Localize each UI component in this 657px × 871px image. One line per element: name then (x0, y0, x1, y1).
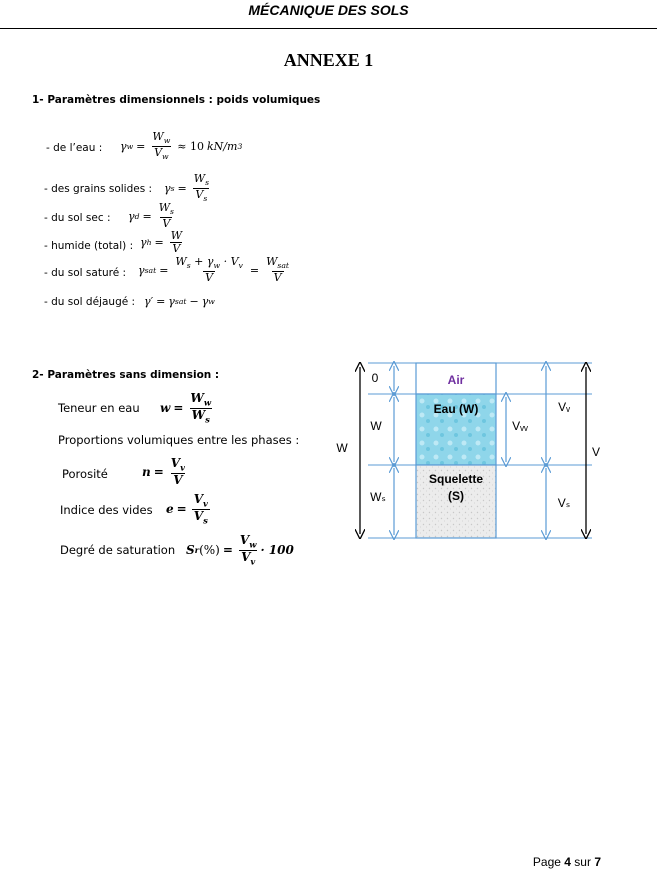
label-W-outer: W (336, 441, 348, 455)
formula-gamma-solids: γ s = $\frac{W_s}{V_s}$ (164, 172, 210, 203)
porosite-label: Porosité (62, 467, 108, 481)
skeleton-label-1: Squelette (428, 472, 484, 486)
item-saturated-label: - du sol saturé : (44, 267, 127, 279)
teneur-label: Teneur en eau (58, 401, 140, 415)
water-label: Eau (W) (433, 402, 479, 416)
label-Vv: Vᵥ (558, 400, 570, 414)
footer-middle: sur (570, 855, 595, 869)
item-humid-label: - humide (total) : (44, 240, 134, 252)
indice-label: Indice des vides (60, 503, 153, 517)
label-zero: 0 (371, 371, 379, 385)
item-solids-label: - des grains solides : (44, 183, 153, 195)
label-Vw: Vᵥᵥ (512, 419, 528, 433)
footer-page: 4 (564, 855, 571, 869)
formula-gamma-humid: γ h = $\frac{W}{V}$ (140, 229, 183, 256)
header-rule (0, 28, 657, 29)
footer-prefix: Page (532, 855, 565, 869)
formula-gamma-submerged: γ′ = γ sat − γ w (144, 295, 215, 308)
formula-water-content: w = $\frac{W_w}{W_s}$ (160, 391, 212, 425)
formula-saturation: S r (%) = $\frac{V_w}{V_v}$ · 100 (186, 533, 294, 567)
saturation-label: Degré de saturation (60, 543, 176, 557)
formula-void-ratio: e = $\frac{V_v}{V_s}$ (166, 492, 208, 526)
label-V: V (591, 445, 601, 459)
section2-title: 2- Paramètres sans dimension : (32, 369, 220, 381)
annex-title: ANNEXE 1 (283, 50, 374, 70)
page-footer (533, 855, 601, 869)
item-water-label: - de l’eau : (46, 142, 103, 154)
label-Vs: Vₛ (557, 496, 571, 510)
formula-gamma-saturated: γ sat = $\frac{W_s + \gamma_w \cdot V_v}{V}$ = $\frac{W_{sat}}{V}$ (138, 255, 290, 284)
skeleton-label-2: (S) (448, 489, 464, 503)
item-dry-label: - du sol sec : (44, 212, 111, 224)
formula-gamma-dry: γ d = $\frac{W_s}{V}$ (128, 201, 174, 230)
proportions-label: Proportions volumiques entre les phases : (58, 433, 300, 447)
page-header: MÉCANIQUE DES SOLS (248, 2, 409, 18)
label-Ws: Wₛ (370, 490, 386, 504)
section1-title: 1- Paramètres dimensionnels : poids volumiques (32, 94, 321, 106)
air-label: Air (447, 373, 465, 387)
label-W-inner: W (370, 419, 382, 433)
footer-total: 7 (594, 855, 601, 869)
item-submerged-label: - du sol déjaugé : (44, 296, 136, 308)
formula-gamma-water: γ w = $\frac{W_w}{V_w}$ ≈ 10 kN/m 3 (120, 130, 243, 161)
formula-porosity: n = $\frac{V_v}{V}$ (142, 456, 185, 487)
phase-diagram (320, 355, 620, 550)
